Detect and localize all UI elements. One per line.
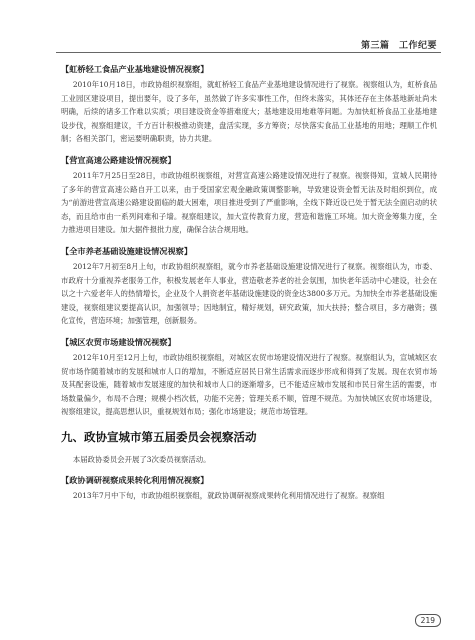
section-heading-farmers-market: 【城区农贸市场建设情况视察】: [61, 336, 176, 347]
section-spacer: [61, 328, 437, 336]
section-spacer: [61, 466, 437, 474]
section-body-research-results: 2013年7月中下旬，市政协组织视察组，就政协调研视察成果转化利用情况进行了视察。视察组: [72, 491, 385, 501]
section-body-expressway: 2011年7月25日至28日，市政协组织视察组，对营宣高速公路建设情况进行了视察。视察得知，宣城人民期待了多年的营宣高速公路自开工以来，由于受国家宏观金融政策调整影响，导致建设资金暂无法及时组织到位，成为“前游进营宣高速公路建设面临的最大困难，项目推进受到了严重影响，全线下降近设已处于暂无法全面启动的状态，而且给市由一系列间难和子墙。视察组建议，加大宣传教育力度，营造和谐施工环境。加大资金筹集力度，全力推进项目建设。加大据件报批力度，确保合法合规用地。: [61, 170, 437, 235]
page-header: [0, 0, 475, 56]
section-heading-hongqiao: 【虹桥轻工食品产业基地建设情况视察】: [61, 64, 209, 74]
chapter-title: 九、政协宣城市第五届委员会视察活动: [61, 429, 257, 444]
page-content: [61, 63, 437, 503]
section-body-elderly-care: 2012年7月初至8月上旬，市政协组织视察组，就今市养老基础设施建设情况进行了视察。视察组认为，市委、市政府十分重视养老服务工作，积极发展老年人事业，营造敬老养老的社会氛围，加快老年活动中心建设，社会在以之十六爱老年人的热情增长，企业及个人捐资老年基础设施建设的资金达3800多万元。为加快全市养老基础设施建设，视察组建议要提高认识，加强领导；因地制宜，精好规划，研究政策，加大扶持；整合项目，多方融资；强化宣传，营造环境；加强管理，创新服务。: [61, 261, 437, 326]
section-body-hongqiao: 2010年10月18日，市政协组织视察组，就虹桥轻工食品产业基地建设情况进行了视察。视察组认为，虹桥食品工业园区建设项目，提出要年，设了多年，虽然做了许多实事性工作，但终未落实，其体还存在主体基地新址尚未明确，后续的诸多工作难以实质；项目建设资金等措难度大；基地建设用地难等问题。为加快虹桥食品工业基地建设步伐，视察组建议，千方百计积极推动资建，盘活实现，多方筹资；尽快落实食品工业基地的用地；理顺工作机制；各相关部门，密运要明确职责，协力共建。: [61, 80, 437, 144]
section-spacer: [61, 146, 437, 154]
section-spacer: [61, 237, 437, 245]
section-heading-research-results: 【政协调研视察成果转化利用情况视察】: [61, 475, 209, 486]
section-heading-elderly-care: 【全市养老基础设施建设情况视察】: [61, 245, 193, 256]
chapter-intro: 本届政协委员会开展了3次委员视察活动。: [72, 454, 211, 464]
section-body-farmers-market: 2012年10月至12月上旬，市政协组织视察组，对城区农贸市场建设情况进行了视察。视察组认为，宣城城区农贸市场作随着城市的发展和城市人口的增加，不断适应居民日常生活需求而逐步形成和得到了发展。现在农贸市场及其配套设施，随着城市发展速度的加快和城市人口的逐渐增多，已不能适应城市发展和市民日常生活的需要，市场数量偏少，布局不合理；规模小档次低，功能不完善；管理关系不顺，管理不规范。为加快城区农贸市场建设，视察组建议，提高思想认识，重视规划布局；强化市场建设；规范市场管理。: [61, 352, 437, 417]
running-header-title: 第三篇 工作纪要: [360, 41, 437, 51]
page-number: 219: [415, 614, 441, 627]
header-rule: [56, 52, 441, 53]
section-heading-expressway: 【营宣高速公路建设情况视察】: [61, 154, 176, 165]
